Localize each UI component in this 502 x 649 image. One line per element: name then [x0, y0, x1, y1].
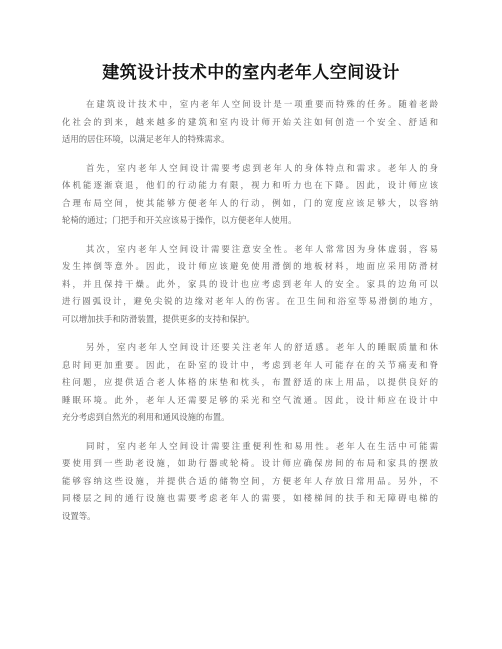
text-line: 充分考虑到自然光的利用和通风设施的布置。 — [62, 412, 230, 422]
document-title: 建筑设计技术中的室内老年人空间设计 — [102, 63, 400, 83]
text-line: 适用的居住环境，以满足老年人的特殊需求。 — [62, 134, 230, 144]
text-line: 进行圆弧设计，避免尖锐的边缘对老年人的伤害。在卫生间和浴室等易滑倒的地方， — [62, 296, 438, 306]
text-line: 体机能逐渐衰退，他们的行动能力有限，视力和听力也在下降。因此，设计师应该 — [62, 180, 438, 190]
paragraph-4 — [62, 339, 438, 427]
text-line: 化社会的到来，越来越多的建筑和室内设计师开始关注如何创造一个安全、舒适和 — [62, 116, 438, 127]
document-body — [62, 96, 438, 536]
text-line: 息时间更加重要。因此，在卧室的设计中，考虑到老年人可能存在的关节痛麦和脊 — [62, 359, 438, 370]
text-line: 要使用到一些助老设施，如助行器或轮椅。设计师应确保房间的布局和家具的摆放 — [62, 458, 438, 468]
text-line: 发生摔倒等意外。因此，设计师应该避免使用滑倒的地板材料，地面应采用防滑材 — [62, 261, 438, 271]
text-line: 另外，室内老年人空间设计还要关注老年人的舒适感。老年人的睡眠质量和休 — [86, 342, 438, 352]
text-line: 同时，室内老年人空间设计需要注重便利性和易用性。老年人在生活中可能需 — [86, 440, 438, 451]
text-line: 合理布局空间，使其能够方便老年人的行动，例如，门的宽度应该足够大，以容纳 — [62, 197, 438, 208]
text-line: 首先，室内老年人空间设计需要考虑到老年人的身体特点和需求。老年人的身 — [86, 162, 438, 173]
text-line: 在建筑设计技术中，室内老年人空间设计是一项重要而特殊的任务。随着老龄 — [86, 99, 438, 109]
text-line: 轮椅的通过；门把手和开关应该易于操作，以方便老年人使用。 — [62, 215, 297, 225]
text-line: 睡眠环境。此外，老年人还需要足够的采光和空气流通。因此，设计师应在设计中 — [62, 394, 438, 405]
paragraph-5 — [62, 438, 438, 526]
text-line: 同楼层之间的通行设施也需要考虑老年人的需要，如楼梯间的扶手和无障碍电梯的 — [62, 493, 438, 503]
paragraph-2 — [62, 160, 438, 230]
text-line: 柱问题，应提供适合老人体格的床垫和枕头，布置舒适的床上用品，以提供良好的 — [62, 377, 438, 387]
paragraph-3 — [62, 241, 438, 329]
text-line: 料，并且保持干燥。此外，家具的设计也应考虑到老年人的安全。家具的边角可以 — [62, 278, 438, 289]
text-line: 设置等。 — [62, 510, 96, 521]
text-line: 可以增加扶手和防滑装置，提供更多的支持和保护。 — [62, 313, 255, 324]
text-line: 其次，室内老年人空间设计需要注意安全性。老年人常常因为身体虚弱，容易 — [86, 243, 438, 254]
text-line: 能够容纳这些设施，并提供合适的储物空间，方便老年人存放日常用品。另外，不 — [62, 475, 438, 486]
paragraph-1 — [62, 96, 438, 149]
